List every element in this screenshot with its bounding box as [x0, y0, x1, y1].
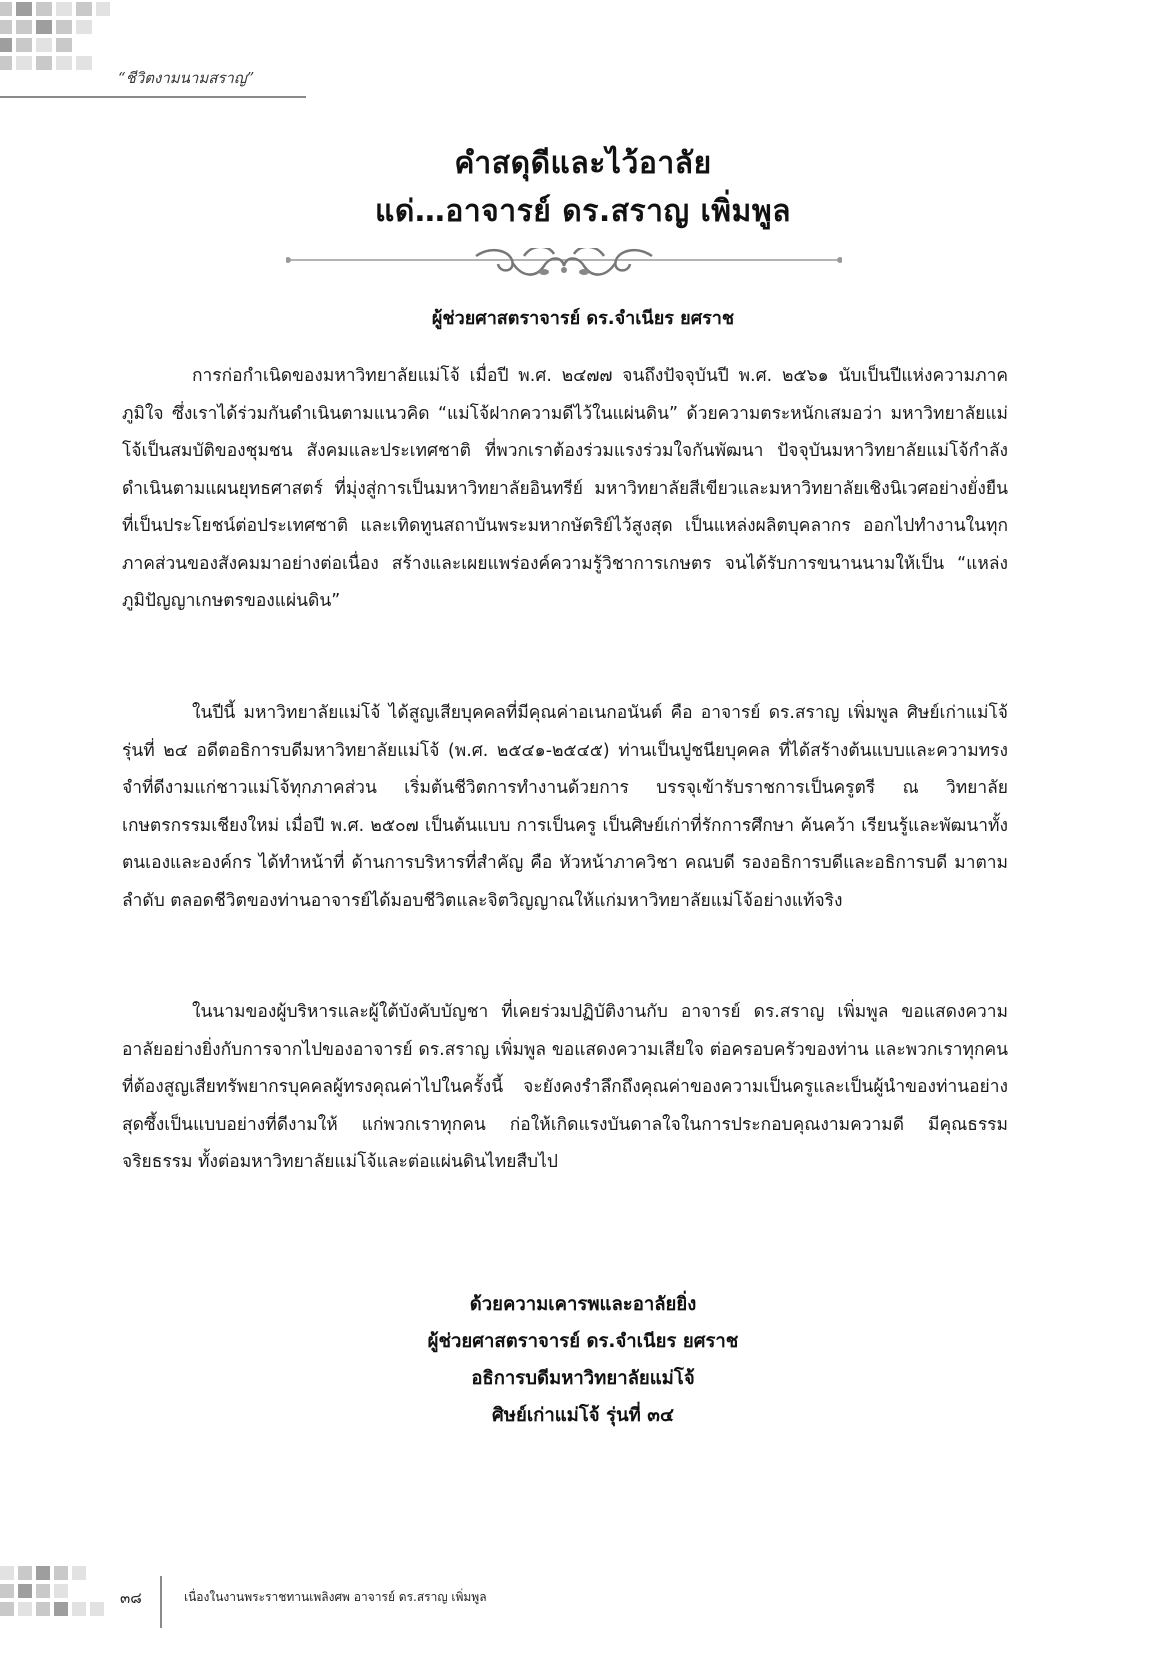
header-rule [0, 96, 306, 98]
signature-closing: ด้วยความเคารพและอาลัยยิ่ง [469, 1294, 697, 1315]
running-header: “ชีวิตงามนามสราญ” [118, 69, 255, 87]
page-number: ๓๘ [120, 1589, 142, 1607]
footer-text: เนื่องในงานพระราชทานเพลิงศพ อาจารย์ ดร.สราญ เพิ่มพูล [184, 1590, 487, 1604]
body-paragraph-3: ในนามของผู้บริหารและผู้ใต้บังคับบัญชา ที่เคยร่วมปฏิบัติงานกับ อาจารย์ ดร.สราญ เพิ่มพูล ขอแสดงความอาลัยอย่างยิ่งกับการจากไปของอาจารย์ ดร.สราญ เพิ่มพูล ขอแสดงความเสียใจ ต่อครอบครัวของท่าน และพวกเราทุกคนที่ต้องสูญเสียทรัพยากรบุคคลผู้ทรงคุณค่าไปในครั้งนี้ จะยังคงรำลึกถึงคุณค่าของความเป็นครูและเป็นผู้นำของท่านอย่างสุดซึ้งเป็นแบบอย่างที่ดีงามให้ แก่พวกเราทุกคน ก่อให้เกิดแรงบันดาลใจในการประกอบคุณงามความดี มีคุณธรรม จริยธรรม ทั้งต่อมหาวิทยาลัยแม่โจ้และต่อแผ่นดินไทยสืบไป [122, 1002, 1008, 1172]
body-paragraph-2: ในปีนี้ มหาวิทยาลัยแม่โจ้ ได้สูญเสียบุคคลที่มีคุณค่าอเนกอนันต์ คือ อาจารย์ ดร.สราญ เพิ่มพูล ศิษย์เก่าแม่โจ้ รุ่นที่ ๒๔ อดีตอธิการบดีมหาวิทยาลัยแม่โจ้ (พ.ศ. ๒๕๔๑-๒๕๔๕) ท่านเป็นปูชนียบุคคล ที่ได้สร้างต้นแบบและความทรงจำที่ดีงามแก่ชาวแม่โจ้ทุกภาคส่วน เริ่มต้นชีวิตการทำงานด้วยการ บรรจุเข้ารับราชการเป็นครูตรี ณ วิทยาลัยเกษตรกรรมเชียงใหม่ เมื่อปี พ.ศ. ๒๕๐๗ เป็นต้นแบบ การเป็นครู เป็นศิษย์เก่าที่รักการศึกษา ค้นคว้า เรียนรู้และพัฒนาทั้งตนเองและองค์กร ได้ทำหน้าที่ ด้านการบริหารที่สำคัญ คือ หัวหน้าภาควิชา คณบดี รองอธิการบดีและอธิการบดี มาตามลำดับ ตลอดชีวิตของท่านอาจารย์ได้มอบชีวิตและจิตวิญญาณให้แก่มหาวิทยาลัยแม่โจ้อย่างแท้จริง [122, 703, 1008, 911]
page-title: คำสดุดีและไว้อาลัย [454, 146, 712, 181]
signature-position: อธิการบดีมหาวิทยาลัยแม่โจ้ [471, 1368, 695, 1389]
author-byline: ผู้ช่วยศาสตราจารย์ ดร.จำเนียร ยศราช [431, 308, 735, 329]
body-paragraph-1: การก่อกำเนิดของมหาวิทยาลัยแม่โจ้ เมื่อปี พ.ศ. ๒๔๗๗ จนถึงปัจจุบันปี พ.ศ. ๒๕๖๑ นับเป็นปีแห่งความภาคภูมิใจ ซึ่งเราได้ร่วมกันดำเนินตามแนวคิด “แม่โจ้ฝากความดีไว้ในแผ่นดิน” ด้วยความตระหนักเสมอว่า มหาวิทยาลัยแม่โจ้เป็นสมบัติของชุมชน สังคมและประเทศชาติ ที่พวกเราต้องร่วมแรงร่วมใจกันพัฒนา ปัจจุบันมหาวิทยาลัยแม่โจ้กำลังดำเนินตามแผนยุทธศาสตร์ ที่มุ่งสู่การเป็นมหาวิทยาลัยอินทรีย์ มหาวิทยาลัยสีเขียวและมหาวิทยาลัยเชิงนิเวศอย่างยั่งยืน ที่เป็นประโยชน์ต่อประเทศชาติ และเทิดทูนสถาบันพระมหากษัตริย์ไว้สูงสุด เป็นแหล่งผลิตบุคลากร ออกไปทำงานในทุกภาคส่วนของสังคมมาอย่างต่อเนื่อง สร้างและเผยแพร่องค์ความรู้วิชาการเกษตร จนได้รับการขนานนามให้เป็น “แหล่งภูมิปัญญาเกษตรของแผ่นดิน” [122, 366, 1008, 611]
signature-name: ผู้ช่วยศาสตราจารย์ ดร.จำเนียร ยศราช [427, 1331, 739, 1352]
signature-alumni: ศิษย์เก่าแม่โจ้ รุ่นที่ ๓๔ [492, 1405, 674, 1426]
page-subtitle: แด่…อาจารย์ ดร.สราญ เพิ่มพูล [375, 194, 791, 229]
scroll-flourish-icon [286, 248, 842, 292]
footer-divider [160, 1576, 162, 1628]
